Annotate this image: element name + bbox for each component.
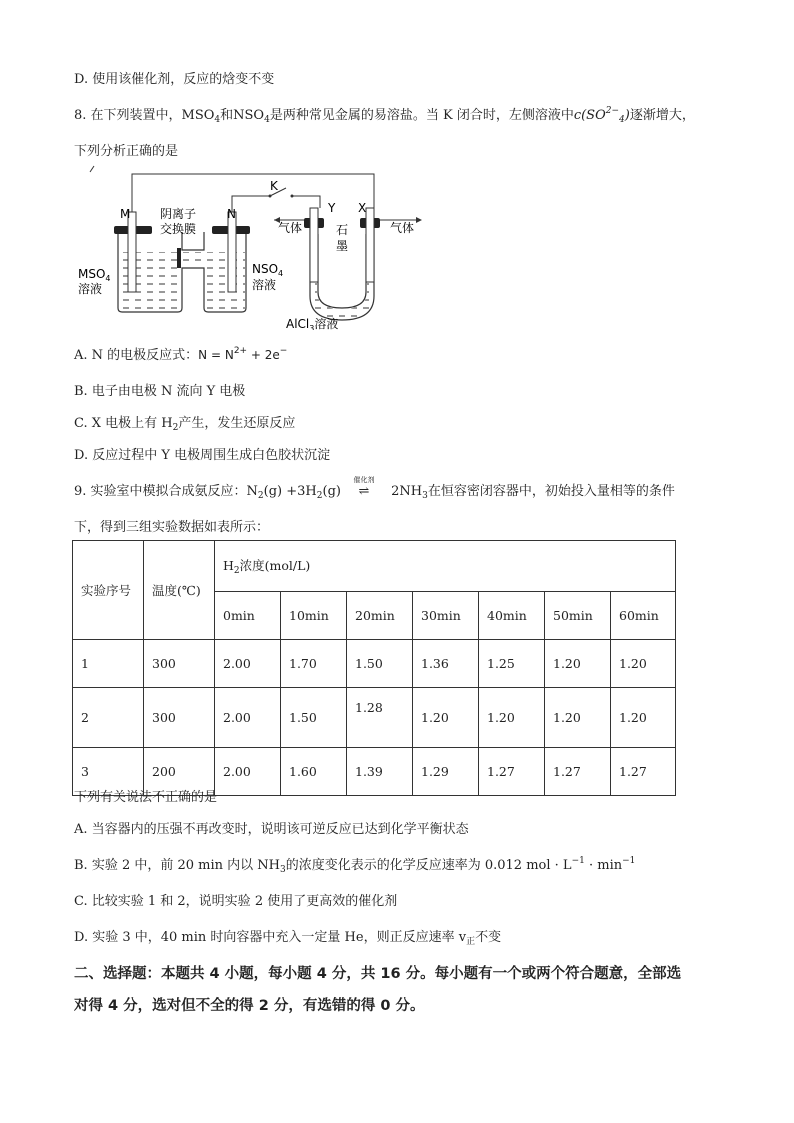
table-cell: 1.20 (611, 640, 676, 688)
ammonia-equation: $N_2(g) +3H_2(g)$ 催化剂 ⇌ $2NH_3$ (246, 476, 428, 501)
table-cell: 1.20 (545, 640, 611, 688)
table-cell: 2 (73, 688, 144, 748)
table-row (73, 688, 676, 748)
table-cell: 1.20 (479, 688, 545, 748)
table-cell: 2.00 (215, 688, 281, 748)
table-cell: 1.25 (479, 640, 545, 688)
q8-option-a: A. N 的电极反应式：$N = N^{2+} + 2e^-$ (74, 346, 288, 363)
q8-option-d: D. 反应过程中 Y 电极周围生成白色胶状沉淀 (74, 448, 331, 463)
table-cell: 1.50 (281, 688, 347, 748)
q8-stem-line2: 下列分析正确的是 (74, 144, 179, 159)
table-cell: 1.60 (281, 748, 347, 796)
membrane-label-2: 交换膜 (160, 222, 197, 236)
membrane-label-1: 阴离子 (160, 207, 197, 221)
so4-concentration: $c(SO^{2-}_4)$ (573, 106, 630, 125)
table-cell: 300 (144, 688, 215, 748)
table-cell: 1.70 (281, 640, 347, 688)
mso4-label: $MSO_4$ (78, 267, 111, 283)
table-cell: 1.36 (413, 640, 479, 688)
table-cell: 1.27 (545, 748, 611, 796)
table-cell: 1.39 (347, 748, 413, 796)
table-cell: 1.27 (611, 748, 676, 796)
q7-option-d: D. 使用该催化剂，反应的焓变不变 (74, 72, 275, 87)
table-cell: 2.00 (215, 640, 281, 688)
q9-option-a: A. 当容器内的压强不再改变时，说明该可逆反应已达到化学平衡状态 (74, 822, 469, 837)
electrochemistry-diagram (74, 160, 434, 330)
q8-stem: 8. 在下列装置中，$MSO_4$和$NSO_4$是两种常见金属的易溶盐。当 K 闭合时，左侧溶液中$c(SO^{2-}_4)$逐渐增大， (74, 106, 695, 125)
time-header: 30min (413, 592, 479, 640)
table-cell: 1.20 (413, 688, 479, 748)
table-cell: 2.00 (215, 748, 281, 796)
label-y: Y (328, 201, 336, 215)
section2-header-line1: 二、选择题：本题共 4 小题，每小题 4 分，共 16 分。每小题有一个或两个符合题意，全部选 (74, 966, 682, 982)
time-header: 60min (611, 592, 676, 640)
table-cell: 1.20 (545, 688, 611, 748)
time-header: 40min (479, 592, 545, 640)
table-cell: 1.27 (479, 748, 545, 796)
gas-right-label: 气体 (390, 221, 415, 235)
label-m: M (120, 207, 131, 221)
col-exp-header: 实验序号 (73, 541, 144, 640)
mso4-solution-label: 溶液 (78, 282, 103, 296)
col-temp-header: 温度(℃) (144, 541, 215, 640)
nso4-solution-label: 溶液 (252, 278, 277, 292)
q8-option-c: C. X 电极上有 $H_2$产生，发生还原反应 (74, 416, 296, 433)
equilibrium-arrow: 催化剂 ⇌ (353, 476, 375, 499)
table-cell: 1.28 (347, 688, 413, 748)
q8-option-b: B. 电子由电极 N 流向 Y 电极 (74, 384, 246, 399)
q9-stem-line2: 下，得到三组实验数据如表所示： (74, 520, 270, 535)
table-row (73, 640, 676, 688)
time-header: 0min (215, 592, 281, 640)
label-k: K (270, 179, 278, 193)
table-cell: 1.29 (413, 748, 479, 796)
time-header: 20min (347, 592, 413, 640)
section2-header-line2: 对得 4 分，选对但不全的得 2 分，有选错的得 0 分。 (74, 998, 425, 1014)
table-cell: 300 (144, 640, 215, 688)
gas-left-label: 气体 (278, 221, 303, 235)
table-cell: 1.50 (347, 640, 413, 688)
h2-concentration-table (72, 540, 676, 796)
table-cell: 200 (144, 748, 215, 796)
graphite-label-1: 石 (336, 223, 349, 237)
q9-stem: 9. 实验室中模拟合成氨反应：$N_2(g) +3H_2(g)$ 催化剂 ⇌ $2NH_3$在恒容密闭容器中，初始投入量相等的条件 (74, 476, 675, 501)
time-header: 10min (281, 592, 347, 640)
q9-option-c: C. 比较实验 1 和 2，说明实验 2 使用了更高效的催化剂 (74, 894, 398, 909)
table-cell: 3 (73, 748, 144, 796)
q9-option-d: D. 实验 3 中，40 min 时向容器中充入一定量 He，则正反应速率 $v_正$不变 (74, 930, 502, 947)
table-cell: 1.20 (611, 688, 676, 748)
label-n: N (227, 207, 236, 221)
col-conc-header: $H_2$浓度(mol/L) (215, 541, 676, 592)
time-header: 50min (545, 592, 611, 640)
table-cell: 1 (73, 640, 144, 688)
alcl3-label: AlCl$_3$溶液 (286, 317, 339, 330)
q9-question: 下列有关说法不正确的是 (74, 790, 218, 805)
graphite-label-2: 墨 (336, 239, 349, 253)
nso4-label: $NSO_4$ (252, 262, 284, 278)
label-x: X (358, 201, 367, 215)
table-header-row (73, 541, 676, 592)
q9-option-b: B. 实验 2 中，前 20 min 内以 $NH_3$的浓度变化表示的化学反应速率为 0.012 mol · $L^{-1} \cdot \min^{-1}$ (74, 856, 636, 875)
